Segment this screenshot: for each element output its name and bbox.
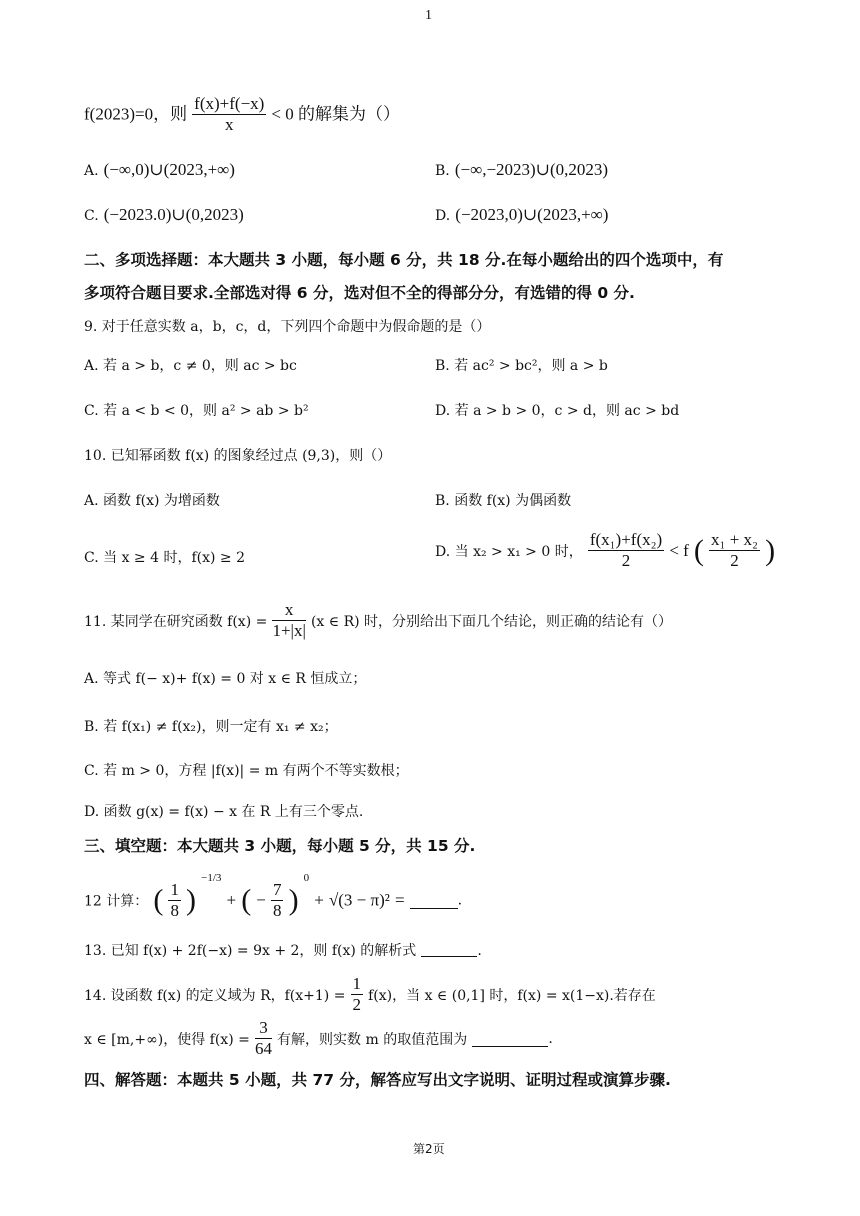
q10-stem: 10. 已知幂函数 f(x) 的图象经过点 (9,3)，则（） — [84, 448, 392, 464]
q8-option-b-letter: B. — [435, 163, 450, 179]
q12-plus1: + — [226, 890, 237, 910]
q9-option-b: B. 若 ac² > bc²，则 a > b — [435, 358, 608, 374]
q11-stem-fraction — [272, 600, 305, 642]
q10-option-d-frac2 — [709, 530, 760, 572]
q12-rparen1: ) — [186, 883, 197, 917]
q8-option-a — [84, 160, 235, 180]
q12-frac2-den: 8 — [272, 901, 282, 920]
q12-eq: = — [394, 890, 405, 910]
q10-option-d-rparen: ) — [765, 533, 776, 567]
q14-line1-prefix: 14. 设函数 f(x) 的定义域为 R，f(x+1) = — [84, 987, 346, 1004]
q13-text: 13. 已知 f(x) + 2f(−x) = 9x + 2，则 f(x) 的解析式 — [84, 943, 417, 959]
q8-fraction-den: x — [225, 115, 234, 135]
q11-stem-fraction-den: 1+|x| — [272, 621, 306, 641]
q8-stem — [84, 94, 400, 136]
q12-exp2: 0 — [303, 872, 310, 884]
section3-title: 三、填空题：本大题共 3 小题，每小题 5 分，共 15 分. — [84, 837, 476, 855]
q12-frac1-den: 8 — [170, 901, 179, 920]
q8-option-d-letter: D. — [435, 208, 451, 224]
q11-option-a: A. 等式 f(− x)+ f(x) = 0 对 x ∈ R 恒成立； — [84, 671, 367, 687]
q12-line — [84, 872, 462, 921]
q12-rparen2: ) — [288, 883, 299, 917]
q11-option-d: D. 函数 g(x) = f(x) − x 在 R 上有三个零点. — [84, 804, 364, 820]
q14-line2-suffix: 有解，则实数 m 的取值范围为 — [277, 1031, 468, 1048]
q12-prefix: 12 计算： — [84, 893, 149, 910]
q9-stem: 9. 对于任意实数 a，b，c，d，下列四个命题中为假命题的是（） — [84, 319, 491, 335]
q8-option-c — [84, 205, 244, 225]
q10-option-d-frac1-num: f(x₁)+f(x₂) — [588, 530, 664, 551]
q14-fraction-num: 3 — [255, 1018, 272, 1039]
q12-plus2: + — [314, 890, 324, 910]
section2-line1: 二、多项选择题：本大题共 3 小题，每小题 6 分，共 18 分.在每小题给出的四个选项中，有 — [84, 251, 724, 269]
q8-option-d — [435, 205, 608, 225]
q10-option-d-frac1-den: 2 — [621, 551, 631, 571]
q8-option-c-letter: C. — [84, 208, 99, 224]
q14-line1-suffix: f(x)，当 x ∈ (0,1] 时，f(x) = x(1−x).若存在 — [368, 987, 656, 1004]
page-number-top: 1 — [425, 8, 432, 23]
q14-half — [351, 974, 364, 1016]
q14-answer-blank — [472, 1030, 548, 1047]
q12-minus: − — [256, 890, 266, 910]
section4-title: 四、解答题：本题共 5 小题，共 77 分，解答应写出文字说明、证明过程或演算步骤. — [84, 1071, 671, 1089]
q12-frac1 — [168, 880, 181, 922]
q13-end: . — [477, 943, 482, 959]
q12-sqrt: √(3 − π)² — [328, 890, 390, 910]
q14-line2-prefix: x ∈ [m,+∞)，使得 f(x) = — [84, 1031, 250, 1048]
q12-frac2 — [271, 880, 284, 922]
q11-stem-fraction-num: x — [272, 600, 305, 621]
q10-option-b: B. 函数 f(x) 为偶函数 — [435, 493, 572, 509]
q11-stem-suffix: (x ∈ R) 时，分别给出下面几个结论，则正确的结论有（） — [310, 613, 673, 630]
q9-option-c: C. 若 a < b < 0，则 a² > ab > b² — [84, 403, 309, 419]
q9-option-a: A. 若 a > b，c ≠ 0，则 ac > bc — [84, 358, 297, 374]
q10-option-d — [435, 530, 775, 572]
q8-option-b-value: (−∞,−2023)∪(0,2023) — [454, 160, 609, 179]
q11-option-c: C. 若 m > 0，方程 |f(x)| = m 有两个不等实数根； — [84, 763, 409, 779]
q12-frac1-num: 1 — [168, 880, 181, 901]
q11-option-b: B. 若 f(x₁) ≠ f(x₂)，则一定有 x₁ ≠ x₂； — [84, 719, 338, 735]
q13-line — [84, 940, 482, 960]
q14-half-num: 1 — [351, 974, 364, 995]
q10-option-d-prefix: D. 当 x₂ > x₁ > 0 时， — [435, 543, 583, 560]
q10-option-d-frac1 — [588, 530, 664, 572]
q10-option-d-frac2-num: x₁ + x₂ — [709, 530, 760, 551]
q10-option-c: C. 当 x ≥ 4 时，f(x) ≥ 2 — [84, 550, 245, 566]
q14-line2 — [84, 1018, 553, 1060]
q10-option-a: A. 函数 f(x) 为增函数 — [84, 493, 220, 509]
q8-fraction-num: f(x)+f(−x) — [192, 94, 266, 115]
q12-lparen1: ( — [153, 883, 164, 917]
q8-fraction — [192, 94, 266, 136]
q8-option-b — [435, 160, 608, 180]
q14-end: . — [548, 1030, 553, 1047]
section2-line2: 多项符合题目要求.全部选对得 6 分，选对但不全的得部分分，有选错的得 0 分. — [84, 284, 635, 302]
q8-option-d-value: (−2023,0)∪(2023,+∞) — [455, 205, 609, 224]
q12-exp1: −1/3 — [201, 872, 222, 884]
q8-option-a-value: (−∞,0)∪(2023,+∞) — [103, 160, 235, 179]
q12-frac2-num: 7 — [271, 880, 284, 901]
q8-prefix: f(2023)=0，则 — [84, 104, 188, 124]
q11-stem — [84, 600, 672, 642]
q9-option-d: D. 若 a > b > 0，c > d，则 ac > bd — [435, 403, 680, 419]
q13-answer-blank — [421, 940, 477, 957]
q12-lparen2: ( — [241, 883, 252, 917]
q14-half-den: 2 — [352, 995, 362, 1015]
q12-answer-blank — [410, 892, 458, 909]
q10-option-d-frac2-den: 2 — [730, 551, 739, 571]
q8-option-a-letter: A. — [84, 163, 99, 179]
q12-end: . — [457, 892, 463, 909]
q8-option-c-value: (−2023.0)∪(0,2023) — [103, 205, 244, 224]
q10-option-d-lparen: ( — [693, 533, 704, 567]
q8-suffix: < 0 的解集为（） — [271, 104, 401, 124]
q10-option-d-mid: < f — [669, 540, 689, 560]
q14-line1 — [84, 974, 656, 1016]
page-number-footer: 第2页 — [413, 1142, 445, 1156]
q11-stem-prefix: 11. 某同学在研究函数 f(x) = — [84, 613, 268, 630]
q14-fraction — [255, 1018, 272, 1060]
q14-fraction-den: 64 — [254, 1039, 272, 1059]
